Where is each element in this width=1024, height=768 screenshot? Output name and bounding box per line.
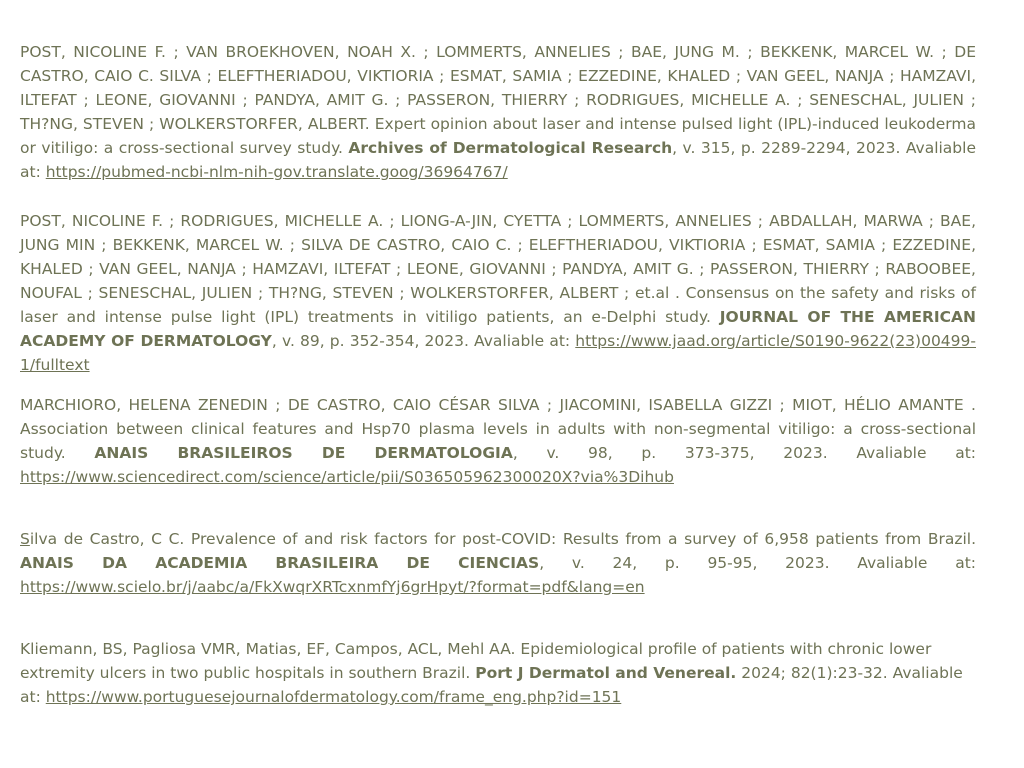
reference-journal: JOURNAL OF THE AMERICAN ACADEMY OF DERMATOLOGY: [20, 308, 977, 350]
reference-title: Consensus on the safety and risks of laser and intense pulse light (IPL) treatments in vitiligo patients, an e-Delphi study.: [20, 284, 976, 326]
reference-details: 2024; 82(1):23-32. Avaliable at:: [20, 664, 963, 706]
reference-details: , v. 98, p. 373-375, 2023. Avaliable at:: [512, 444, 977, 462]
reference-title: Prevalence of and risk factors for post-COVID: Results from a survey of 6,958 patients from Brazil.: [184, 530, 977, 548]
reference-title: Epidemiological profile of patients with chronic lower extremity ulcers in two public hospitals in southern Brazil.: [20, 640, 932, 682]
reference-title: Association between clinical features and Hsp70 plasma levels in adults with non-segmental vitiligo: a cross-sectional study.: [20, 420, 976, 462]
reference-item-1: [20, 40, 976, 184]
reference-journal: ANAIS BRASILEIROS DE DERMATOLOGIA: [94, 444, 513, 462]
reference-link[interactable]: https://pubmed-ncbi-nlm-nih-gov.translate.goog/36964767/: [45, 163, 508, 181]
reference-authors: Kliemann, BS, Pagliosa VMR, Matias, EF, Campos, ACL, Mehl AA.: [20, 640, 516, 658]
reference-authors: POST, NICOLINE F. ; VAN BROEKHOVEN, NOAH X. ; LOMMERTS, ANNELIES ; BAE, JUNG M. ; BEKKENK, MARCEL W. ; DE CASTRO, CAIO C. SILVA ; ELEFTHERIADOU, VIKTIORIA ; ESMAT, SAMIA ; EZZEDINE, KHALED ; VAN GEEL, NANJA ; HAMZAVI, ILTEFAT ; LEONE, GIOVANNI ; PANDYA, AMIT G. ; PASSERON, THIERRY ; RODRIGUES, MICHELLE A. ; SENESCHAL, JULIEN ; TH?NG, STEVEN ; WOLKERSTORFER, ALBERT.: [20, 43, 976, 133]
reference-link[interactable]: https://www.portuguesejournalofdermatology.com/frame_eng.php?id=151: [45, 688, 622, 706]
reference-item-3: [20, 393, 976, 489]
reference-journal: Port J Dermatol and Venereal.: [475, 664, 737, 682]
reference-authors-initial: S: [20, 530, 30, 548]
reference-list: [20, 40, 976, 709]
reference-details: , v. 315, p. 2289-2294, 2023. Avaliable at:: [20, 139, 976, 181]
reference-journal: Archives of Dermatological Research: [348, 139, 673, 157]
reference-authors: ilva de Castro, C C.: [29, 530, 185, 548]
reference-title: Expert opinion about laser and intense pulsed light (IPL)-induced leukoderma or vitiligo: a cross-sectional survey study.: [20, 115, 977, 157]
reference-authors: MARCHIORO, HELENA ZENEDIN ; DE CASTRO, CAIO CÉSAR SILVA ; JIACOMINI, ISABELLA GIZZI ; MIOT, HÉLIO AMANTE .: [20, 396, 976, 414]
reference-link[interactable]: https://www.jaad.org/article/S0190-9622(23)00499-1/fulltext: [20, 332, 976, 374]
reference-link[interactable]: https://www.scielo.br/j/aabc/a/FkXwqrXRTcxnmfYj6grHpyt/?format=pdf&lang=en: [20, 578, 645, 596]
reference-authors: POST, NICOLINE F. ; RODRIGUES, MICHELLE A. ; LIONG-A-JIN, CYETTA ; LOMMERTS, ANNELIES ; ABDALLAH, MARWA ; BAE, JUNG MIN ; BEKKENK, MARCEL W. ; SILVA DE CASTRO, CAIO C. ; ELEFTHERIADOU, VIKTIORIA ; ESMAT, SAMIA ; EZZEDINE, KHALED ; VAN GEEL, NANJA ; HAMZAVI, ILTEFAT ; LEONE, GIOVANNI ; PANDYA, AMIT G. ; PASSERON, THIERRY ; RABOOBEE, NOUFAL ; SENESCHAL, JULIEN ; TH?NG, STEVEN ; WOLKERSTORFER, ALBERT ; et.al .: [20, 212, 976, 302]
reference-journal: ANAIS DA ACADEMIA BRASILEIRA DE CIENCIAS: [20, 554, 540, 572]
reference-item-5: [20, 637, 976, 709]
reference-item-2: [20, 209, 976, 377]
reference-details: , v. 24, p. 95-95, 2023. Avaliable at:: [539, 554, 976, 572]
reference-link[interactable]: https://www.sciencedirect.com/science/article/pii/S036505962300020X?via%3Dihub: [20, 468, 674, 486]
reference-details: , v. 89, p. 352-354, 2023. Avaliable at:: [271, 332, 576, 350]
reference-item-4: [20, 527, 976, 599]
